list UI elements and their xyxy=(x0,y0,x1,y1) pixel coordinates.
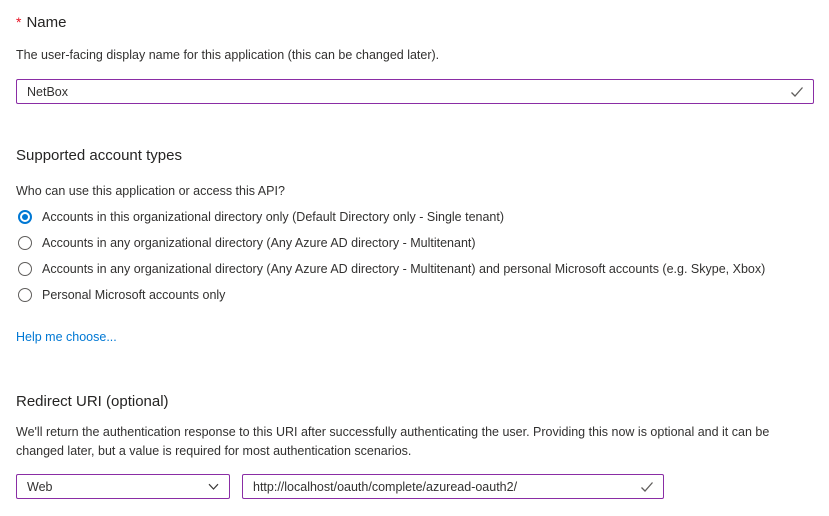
name-input-container xyxy=(16,79,814,104)
account-types-radio-group xyxy=(16,204,814,308)
option-label: Personal Microsoft accounts only xyxy=(42,288,226,302)
radio-button[interactable] xyxy=(18,288,32,302)
account-types-question: Who can use this application or access this API? xyxy=(16,184,285,198)
platform-select-value: Web xyxy=(27,479,53,494)
radio-button[interactable] xyxy=(18,236,32,250)
option-label: Accounts in any organizational directory (Any Azure AD directory - Multitenant) and personal Microsoft accounts (e.g. Skype, Xbox) xyxy=(42,262,766,276)
chevron-down-icon xyxy=(207,480,220,493)
redirect-uri-input[interactable] xyxy=(253,480,634,494)
name-section-title xyxy=(16,12,814,33)
option-label: Accounts in any organizational directory (Any Azure AD directory - Multitenant) xyxy=(42,236,476,250)
name-label: Name xyxy=(26,14,67,31)
name-input[interactable] xyxy=(27,85,784,99)
account-type-option[interactable] xyxy=(16,230,814,256)
option-label: Accounts in this organizational directory only (Default Directory only - Single tenant) xyxy=(42,210,505,224)
name-description: The user-facing display name for this application (this can be changed later). xyxy=(16,48,440,62)
checkmark-icon xyxy=(640,481,654,493)
radio-button[interactable] xyxy=(18,210,32,224)
redirect-uri-input-container xyxy=(242,474,664,499)
checkmark-icon xyxy=(790,86,804,98)
account-type-option[interactable] xyxy=(16,282,814,308)
account-type-option[interactable] xyxy=(16,256,814,282)
redirect-uri-row xyxy=(16,474,814,499)
redirect-uri-description: We'll return the authentication response to this URI after successfully authenticating the user. Providing this now is optional and it can be changed later, but a value is required for most authentication scenarios. xyxy=(16,425,770,458)
required-marker: * xyxy=(16,14,22,30)
account-types-title: Supported account types xyxy=(16,147,182,164)
platform-select[interactable] xyxy=(16,474,230,499)
account-type-option[interactable] xyxy=(16,204,814,230)
redirect-uri-title: Redirect URI (optional) xyxy=(16,393,169,410)
radio-button[interactable] xyxy=(18,262,32,276)
help-me-choose-link[interactable]: Help me choose... xyxy=(16,330,117,344)
